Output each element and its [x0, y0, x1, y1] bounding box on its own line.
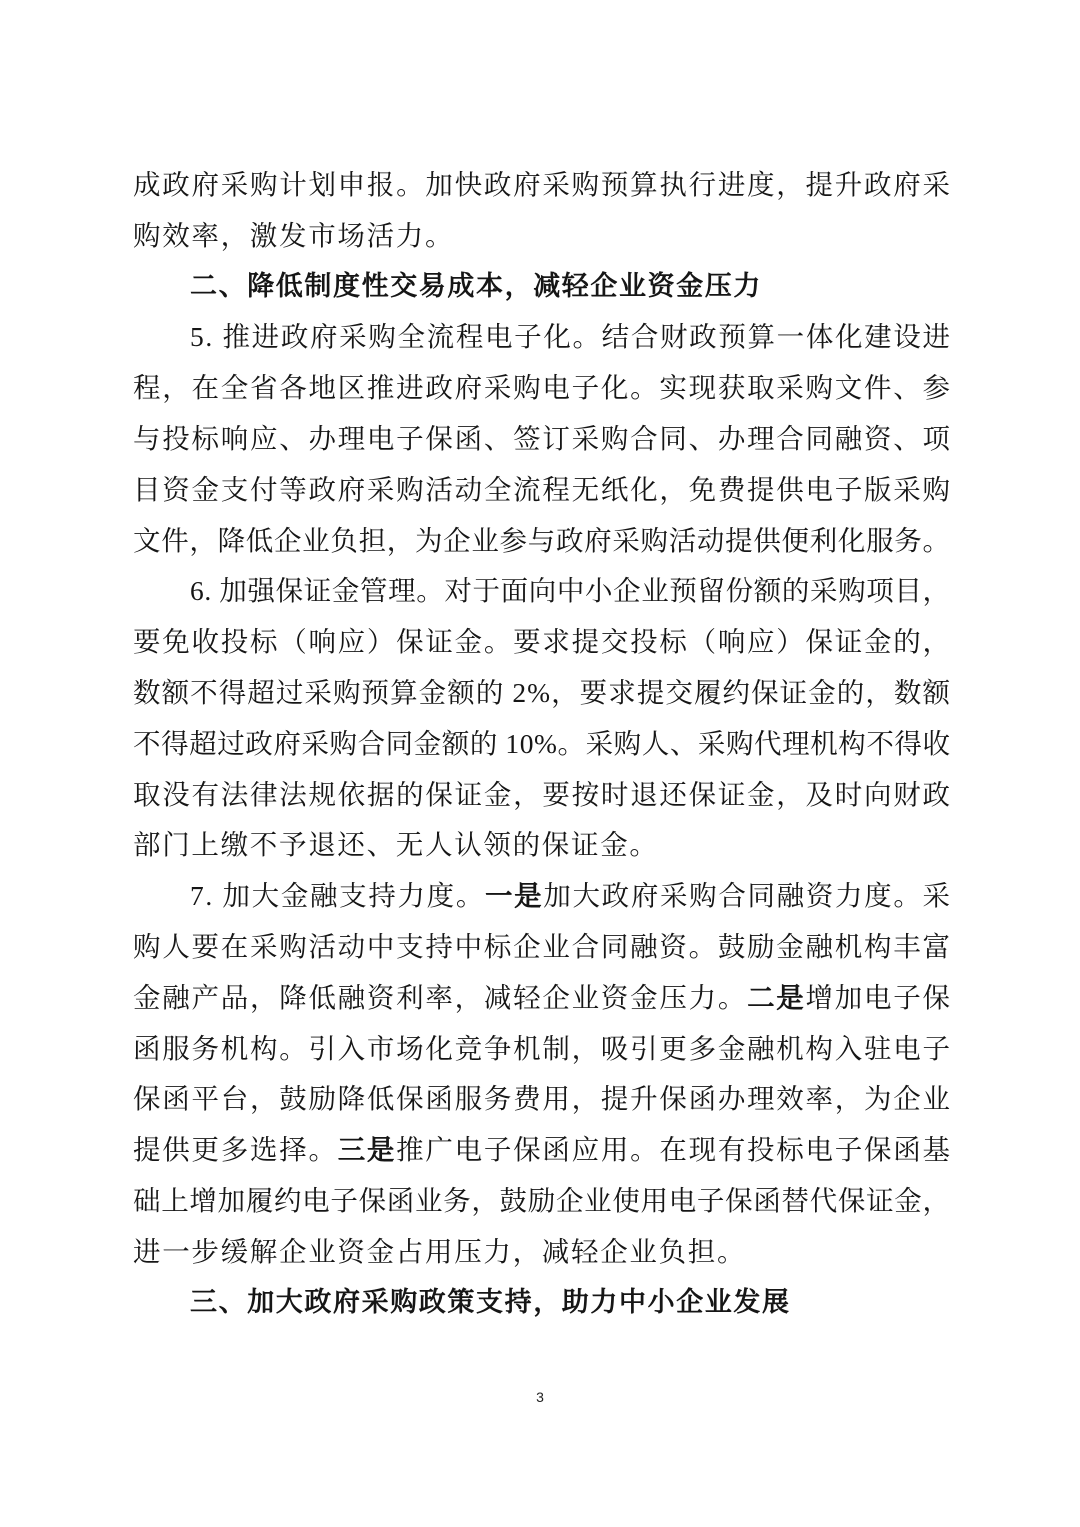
text-segment: 函服务机构。引入市场化竞争机制，吸引更多金融机构入驻电子 — [133, 1032, 952, 1064]
text-segment: 目资金支付等政府采购活动全流程无纸化，免费提供电子版采购 — [133, 473, 952, 505]
text-line — [133, 871, 950, 922]
text-segment: 6. 加强保证金管理。对于面向中小企业预留份额的采购项目， — [190, 575, 951, 607]
text-segment: 与投标响应、办理电子保函、签订采购合同、办理合同融资、项 — [133, 422, 952, 454]
line-content — [133, 973, 952, 1024]
line-content — [133, 1176, 951, 1227]
text-segment: 要免收投标（响应）保证金。要求提交投标（响应）保证金的， — [133, 626, 952, 658]
line-content — [133, 1227, 746, 1278]
text-segment: 加大政府采购合同融资力度。采 — [543, 880, 952, 912]
text-segment: 取没有法律法规依据的保证金，要按时退还保证金，及时向财政 — [133, 778, 952, 810]
line-content — [133, 414, 952, 465]
text-line — [133, 719, 950, 770]
text-segment: 提供更多选择。 — [133, 1134, 338, 1166]
text-line — [133, 770, 950, 821]
text-line — [133, 973, 950, 1024]
text-line — [133, 668, 950, 719]
paragraph — [133, 871, 950, 1277]
line-content — [133, 516, 951, 567]
text-segment: 成政府采购计划申报。加快政府采购预算执行进度，提升政府采 — [133, 169, 952, 200]
section-heading — [133, 262, 950, 313]
text-segment: 程，在全省各地区推进政府采购电子化。实现获取采购文件、参 — [133, 372, 952, 404]
line-content — [133, 1024, 952, 1075]
text-line — [133, 465, 950, 516]
page-number: 3 — [536, 1389, 544, 1405]
line-content — [133, 211, 454, 262]
text-segment: 7. 加大金融支持力度。 — [190, 880, 485, 912]
document-body — [133, 160, 950, 1328]
text-line — [133, 1278, 950, 1329]
line-content — [133, 1074, 952, 1125]
line-content — [190, 1278, 791, 1329]
line-content — [133, 820, 659, 871]
line-content — [133, 770, 952, 821]
line-content — [133, 1125, 952, 1176]
text-line — [133, 922, 950, 973]
text-line — [133, 414, 950, 465]
line-content — [133, 160, 952, 211]
line-content — [190, 566, 951, 617]
text-line — [133, 1024, 950, 1075]
text-segment: 不得超过政府采购合同金额的 10%。采购人、采购代理机构不得收 — [133, 727, 951, 759]
paragraph — [133, 160, 950, 262]
text-segment: 三、加大政府采购政策支持，助力中小企业发展 — [190, 1286, 791, 1318]
text-segment: 部门上缴不予退还、无人认领的保证金。 — [133, 829, 659, 861]
section-heading — [133, 1278, 950, 1329]
text-segment: 二、降低制度性交易成本，减轻企业资金压力 — [190, 270, 762, 302]
text-line — [133, 566, 950, 617]
line-content — [133, 617, 952, 668]
text-segment: 购人要在采购活动中支持中标企业合同融资。鼓励金融机构丰富 — [133, 930, 952, 962]
text-line — [133, 516, 950, 567]
text-segment: 推广电子保函应用。在现有投标电子保函基 — [396, 1134, 952, 1166]
text-line — [133, 1125, 950, 1176]
text-line — [133, 363, 950, 414]
text-line — [133, 617, 950, 668]
text-segment: 增加电子保 — [805, 981, 952, 1013]
text-segment: 金融产品，降低融资利率，减轻企业资金压力。 — [133, 981, 748, 1013]
text-segment: 文件，降低企业负担，为企业参与政府采购活动提供便利化服务。 — [133, 524, 951, 556]
text-segment: 础上增加履约电子保函业务，鼓励企业使用电子保函替代保证金， — [133, 1184, 951, 1216]
text-line — [133, 1074, 950, 1125]
emphasis-text: 三是 — [337, 1134, 397, 1167]
line-content — [133, 465, 952, 516]
line-content — [133, 719, 951, 770]
line-content — [190, 262, 762, 313]
emphasis-text: 一是 — [485, 880, 544, 913]
text-line — [133, 262, 950, 313]
line-content — [133, 922, 952, 973]
line-content — [133, 363, 952, 414]
text-segment: 数额不得超过采购预算金额的 2%，要求提交履约保证金的，数额 — [133, 676, 952, 708]
text-line — [133, 1176, 950, 1227]
line-content — [190, 871, 952, 922]
text-line — [133, 312, 950, 363]
emphasis-text: 二是 — [747, 981, 806, 1014]
text-segment: 进一步缓解企业资金占用压力，减轻企业负担。 — [133, 1235, 747, 1267]
text-line — [133, 1227, 950, 1278]
text-segment: 购效率，激发市场活力。 — [133, 219, 455, 251]
text-line — [133, 820, 950, 871]
line-content — [133, 668, 951, 719]
line-content — [190, 312, 952, 363]
paragraph — [133, 312, 950, 566]
text-line — [133, 160, 950, 211]
paragraph — [133, 566, 950, 871]
text-segment: 保函平台，鼓励降低保函服务费用，提升保函办理效率，为企业 — [133, 1083, 952, 1115]
text-segment: 5. 推进政府采购全流程电子化。结合财政预算一体化建设进 — [190, 321, 952, 353]
text-line — [133, 211, 950, 262]
